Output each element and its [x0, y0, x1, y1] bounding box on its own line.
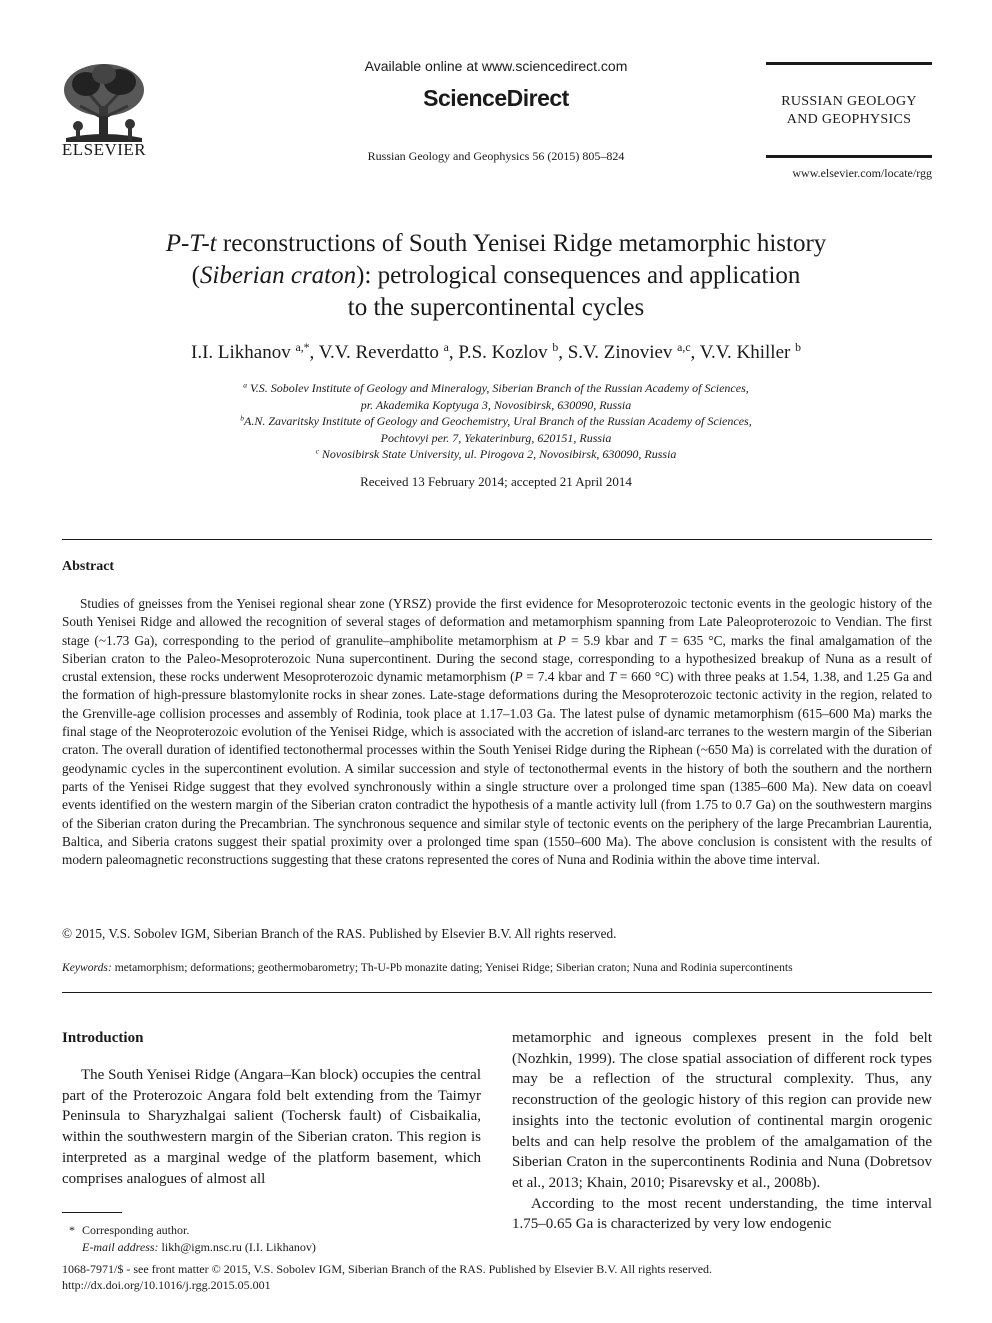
abstract-heading: Abstract — [62, 559, 115, 574]
received-dates: Received 13 February 2014; accepted 21 April 2014 — [360, 474, 632, 489]
publisher-name: ELSEVIER — [61, 140, 147, 159]
email-label: E-mail address: — [82, 1240, 159, 1254]
body-text-column-right — [512, 1028, 932, 1235]
footnote-rule — [62, 1212, 122, 1213]
paragraph: According to the most recent understanding, the time interval 1.75–0.65 Ga is characterized by very low endogenic — [512, 1195, 932, 1233]
journal-name-line: RUSSIAN GEOLOGY — [781, 94, 917, 109]
journal-name — [766, 93, 932, 129]
keywords-list: metamorphism; deformations; geothermobarometry; Th-U-Pb monazite dating; Yenisei Ridge; Siberian craton; Nuna and Rodinia supercontinents — [111, 961, 793, 974]
affiliations — [62, 380, 930, 463]
title-text: reconstructions of South Yenisei Ridge metamorphic history — [216, 230, 827, 257]
journal-name-rule-bottom — [766, 155, 932, 158]
footnote — [62, 1222, 482, 1256]
affiliation-address: pr. Akademika Koptyuga 3, Novosibirsk, 630090, Russia — [360, 397, 632, 412]
title-italic: Siberian craton — [199, 262, 357, 289]
journal-name-line: AND GEOPHYSICS — [786, 112, 912, 127]
affiliation: $^b$A.N. Zavaritsky Institute of Geology and Geochemistry, Ural Branch of the Russian Academy of Sciences, — [240, 413, 752, 429]
paragraph: metamorphic and igneous complexes present in the fold belt (Nozhkin, 1999). The close spatial association of different rock types may be a reflection of the structural complexity. Thus, any reconstruction of the geologic history of this region can provide new insights into the tectonic evolution of continental margin orogenic belts and can help resolve the problem of the amalgamation of the Siberian Craton in the supercontinents Rodinia and Nuna (Dobretsov et al., 2013; Khain, 2010; Pisarevsky et al., 2008b). — [512, 1030, 932, 1191]
author[interactable]: V.V. Reverdatto $^a$ — [318, 340, 449, 363]
title-text: to the supercontinental cycles — [347, 294, 645, 321]
journal-name-rule-top — [766, 62, 932, 65]
sciencedirect-brand[interactable]: ScienceDirect — [423, 85, 569, 111]
author[interactable]: I.I. Likhanov $^{a,*}$ — [191, 340, 310, 363]
title-italic: P-T-t — [165, 230, 217, 257]
keywords-label: Keywords: — [62, 961, 112, 974]
available-online-link[interactable]: Available online at www.sciencedirect.com — [364, 58, 628, 74]
affiliation: $^c$ Novosibirsk State University, ul. Pirogova 2, Novosibirsk, 630090, Russia — [315, 446, 677, 462]
author-list: I.I. Likhanov $^{a,*}$, V.V. Reverdatto $^a$, P.S. Kozlov $^b$, S.V. Zinoviev $^{a,c}$, V.V. Khiller $^b$ — [191, 340, 801, 363]
keywords — [62, 961, 932, 974]
author[interactable]: P.S. Kozlov $^b$ — [458, 340, 559, 363]
issn-line: 1068-7971/$ - see front matter © 2015, V.S. Sobolev IGM, Siberian Branch of the RAS. Published by Elsevier B.V. All rights reserved. — [62, 1262, 713, 1276]
author[interactable]: V.V. Khiller $^b$ — [699, 340, 801, 363]
copyright: © 2015, V.S. Sobolev IGM, Siberian Branch of the RAS. Published by Elsevier B.V. All rights reserved. — [62, 926, 617, 941]
doi-link[interactable]: http://dx.doi.org/10.1016/j.rgg.2015.05.001 — [62, 1278, 271, 1292]
email-link[interactable]: likh@igm.nsc.ru (I.I. Likhanov) — [158, 1240, 316, 1254]
body-text-column-left: The South Yenisei Ridge (Angara–Kan block) occupies the central part of the Proterozoic Angara fold belt extending from the Taimyr Peninsula to Sharyzhalgai salient (Tochersk fault) of Cisbaikalia, within the southwestern margin of the Siberian craton. This region is interpreted as a marginal wedge of the platform basement, which comprises analogues of almost all — [62, 1067, 481, 1187]
section-heading-introduction: Introduction — [62, 1030, 144, 1046]
article-title — [62, 228, 930, 324]
affiliation-address: Pochtovyi per. 7, Yekaterinburg, 620151, Russia — [380, 430, 612, 445]
author[interactable]: S.V. Zinoviev $^{a,c}$ — [567, 340, 691, 363]
abstract-text: Studies of gneisses from the Yenisei regional shear zone (YRSZ) provide the first evidence for Mesoproterozoic tectonic events in the geologic history of the South Yenisei Ridge and allowed the recognition of several stages of deformation and metamorphism spanning from Late Paleoproterozoic to Vendian. The first stage (~1.73 Ga), corresponding to the period of granulite–amphibolite metamorphism at P = 5.9 kbar and T = 635 °C, marks the final amalgamation of the Siberian craton to the Paleo-Mesoproterozoic Nuna supercontinent. During the second stage, corresponding to a hypothesized breakup of Nuna as a result of crustal extension, these rocks underwent Mesoproterozoic dynamic metamorphism (P = 7.4 kbar and T = 660 °C) with three peaks at 1.54, 1.38, and 1.25 Ga and the formation of high-pressure blastomylonite rocks in shear zones. Late-stage deformations during the Mesoproterozoic tectonic activity in the region, related to the Grenville-age collision processes and assembly of Rodinia, took place at 1.17–1.03 Ga. The latest pulse of dynamic metamorphism (615–600 Ma) marks the final stage of the Neoproterozoic evolution of the Yenisei Ridge, which is associated with the accretion of island-arc terranes to the western margin of the Siberian craton. The overall duration of identified tectonothermal processes within the South Yenisei Ridge during the Riphean (~650 Ma) is correlated with the duration of geodynamic cycles in the supercontinent evolution. A similar succession and style of tectonothermal events in the history of both the southern and the northern parts of the Yenisei Ridge suggest that they evolved synchronously within a single structure over a prolonged time span (1385–600 Ma). New data on coeavl events identified on the western margin of the Siberian craton contradict the hypothesis of a mantle activity lull (from 1.75 to 0.7 Ga) on the southwestern margins of the Siberian craton during the Precambrian. The synchronous sequence and similar style of tectonic events on the periphery of the large Precambrian Laurentia, Baltica, and Siberia cratons suggest their spatial proximity over a prolonged time span (1550–600 Ma). The above conclusion is consistent with the results of modern paleomagnetic reconstructions suggesting that these cratons represented the cores of Nuna and Rodinia within the above time interval. — [62, 596, 933, 868]
corresponding-author: Corresponding author. — [82, 1223, 190, 1237]
journal-url-link[interactable]: www.elsevier.com/locate/rgg — [792, 166, 932, 180]
footnote-marker: * — [69, 1223, 75, 1237]
issn-doi — [62, 1261, 942, 1293]
title-text: ( — [191, 262, 200, 289]
divider — [62, 539, 932, 540]
title-text: ): petrological consequences and application — [356, 262, 801, 289]
affiliation: $^a$ V.S. Sobolev Institute of Geology and Mineralogy, Siberian Branch of the Russian Academy of Sciences, — [243, 380, 749, 395]
journal-citation: Russian Geology and Geophysics 56 (2015) 805–824 — [367, 149, 625, 163]
divider — [62, 992, 932, 993]
